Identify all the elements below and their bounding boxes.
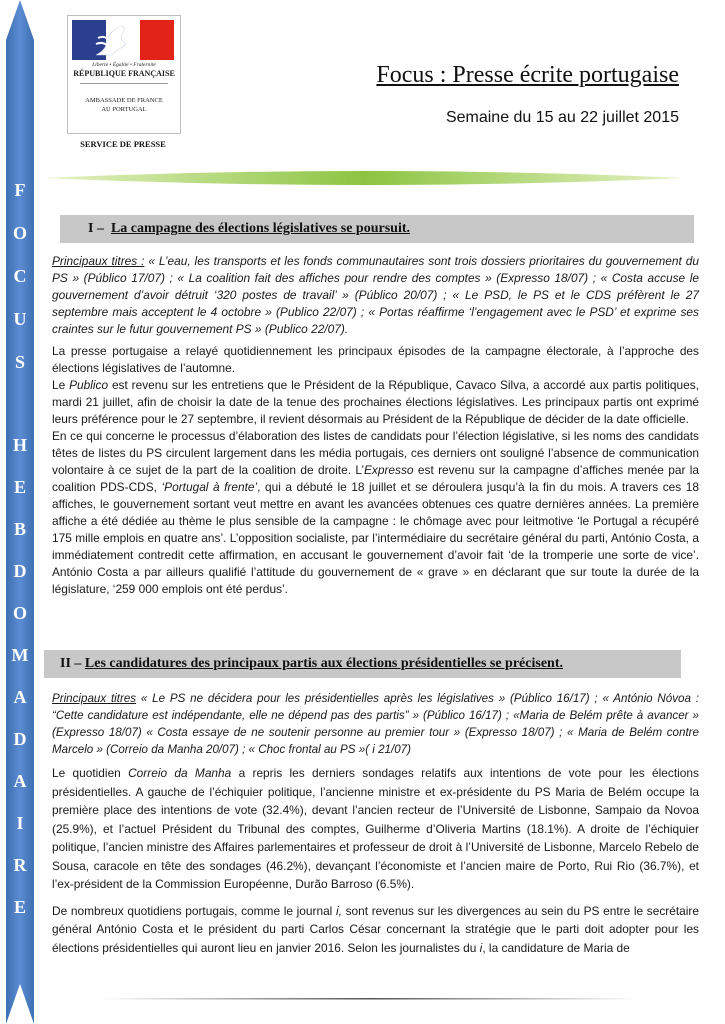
page-subtitle: Semaine du 15 au 22 juillet 2015 — [445, 109, 679, 126]
section-1-body — [52, 343, 699, 598]
footer-divider — [100, 988, 640, 1006]
sidebar-letter: E — [13, 477, 26, 497]
section-2-paragraph: Le quotidien Correio da Manha a repris les derniers sondages relatifs aux intentions de vote pour les élections présidentielles. A gauche de l’échiquier politique, l’ancienne ministre et ex-présidente du PS Maria de Belém occupe la première place des intentions de vote (32.4%), devant l’ancien recteur de l’Université de Lisbonne, Sampaio da Novoa (25.9%), et l’actuel Président du Tribunal des comptes, Guilherme d’Oliveria Martins (18.1%). A droite de l’échiquier politique, l’ancien ministre des Affaires parlementaires et professeur de droit à l’Université de Lisbonne, Marcelo Rebelo de Sousa, caracole en tête des sondages (46.2%), devançant l’économiste et l’ancien maire de Porto, Rui Rio (36.7%), et l’ex-président de la Commission Européenne, Durão Barroso (6.5%). — [52, 766, 699, 891]
section-1-paragraph: Le Publico est revenu sur les entretiens que le Président de la République, Cavaco Silva, a accordé aux partis politiques, mardi 21 juillet, afin de choisir la date de la tenue des prochaines élections législatives. Les principaux partis ont exprimé leurs préférence pour le 27 septembre, il revient désormais au Président de la République de décider de la date officielle. — [52, 378, 700, 426]
sidebar-letter: A — [13, 771, 27, 791]
section-2-title — [60, 656, 563, 672]
green-divider — [44, 168, 684, 193]
section-2-number: II – — [60, 656, 82, 671]
section-2-paragraph: De nombreux quotidiens portugais, comme le journal i, sont revenus sur les divergences au sein du PS entre le secrétaire général António Costa et le président du parti Carlos César concernant la stratégie que le parti doit adopter pour les élections présidentielles qui auront lieu en janvier 2016. Selon les journalistes du i, la candidature de Maria de — [52, 903, 699, 955]
sidebar-letter: B — [13, 519, 26, 539]
sidebar-letter: S — [14, 352, 25, 372]
section-1-headlines — [52, 253, 699, 338]
section-2-heading: Les candidatures des principaux partis aux élections présidentielles se précisent. — [84, 656, 563, 671]
sidebar-letter: U — [13, 309, 27, 329]
french-flag-icon — [72, 20, 174, 60]
logo-embassy-line1: AMBASSADE DE FRANCE — [85, 97, 163, 104]
logo-embassy — [68, 96, 180, 114]
section-2-header — [44, 650, 681, 678]
section-1-lead-text: « L’eau, les transports et les fonds communautaires sont trois dossiers prioritaires du gouvernement du PS » (Público 17/07) ; « La coalition fait des affiches pour rendre des comptes » (Expresso 18/07) ; « Costa accuse le gouvernement d’avoir détruit ‘320 postes de travail’ » (Público 20/07) ; « Le PSD, le PS et le CDS préfèrent le 27 septembre mais acceptent le 4 octobre » (Publico 22/07) ; « Portas réaffirme ‘l’engagement avec le PSD’ et exprime ses craintes sur le futur gouvernement PS » (Publico 22/07). — [52, 254, 699, 336]
section-2-headlines — [52, 690, 699, 758]
sidebar-letter: C — [13, 266, 27, 286]
logo-embassy-line2: AU PORTUGAL — [101, 106, 147, 113]
section-1-lead-label: Principaux titres : — [52, 254, 145, 268]
section-1-number: I – — [88, 221, 104, 236]
service-label: SERVICE DE PRESSE — [80, 139, 166, 149]
section-1-paragraph: La presse portugaise a relayé quotidiennement les principaux épisodes de la campagne électorale, à l’approche des élections législatives de l’automne. — [52, 344, 699, 375]
sidebar-letter: O — [12, 223, 27, 243]
sidebar-letter: M — [11, 645, 29, 665]
section-2-lead-text: « Le PS ne décidera pour les présidentielles après les législatives » (Público 16/17) ; « António Nóvoa : “Cette candidature est indépendante, elle ne dépend pas des partis” » (Público 16/17) ; «Maria de Belém prête à avancer » (Expresso 18/07) « Costa essaye de ne soutenir personne au premier tour » (Expresso 18/07) ; « Maria de Belém contre Marcelo » (Correio da Manha 20/07) ; « Choc frontal au PS »( i 21/07) — [52, 692, 699, 756]
section-1-paragraph: En ce qui concerne le processus d’élaboration des listes de candidats pour l’élection législative, si les noms des candidats têtes de listes du PS circulent largement dans les média portugais, ces derniers ont souligné l’absence de communication volontaire à ce sujet de la part de la coalition de droite. L’Expresso est revenu sur la campagne d’affiches menée par la coalition PDS-CDS, ‘Portugal à frente’, qui a débuté le 18 juillet et se déroulera jusqu’à la fin du mois. A travers ces 18 affiches, le gouvernement sortant veut mettre en avant les avancées obtenues ces quatre dernières années. La première affiche a été dédiée au thème le plus sensible de la campagne : le chômage avec pour leitmotive ‘le Portugal a récupéré 175 mille emplois en quatre ans’. L’opposition socialiste, par l’intermédiaire du secrétaire général du parti, António Costa, a immédiatement contredit cette affirmation, en accusant le gouvernement d’avoir fait ‘de la tromperie une sorte de vice’. António Costa a par ailleurs qualifié l’attitude du gouvernement de « grave » en déclarant que sur toute la durée de la législature, ‘259 000 emplois ont été perdus’. — [52, 429, 700, 596]
section-1-heading: La campagne des élections législatives se poursuit. — [110, 221, 410, 236]
sidebar-letter: D — [13, 561, 27, 581]
sidebar-letter: H — [12, 435, 27, 455]
section-2-lead-label: Principaux titres — [52, 692, 137, 705]
sidebar-letter: F — [14, 180, 26, 200]
sidebar-letter: D — [13, 729, 27, 749]
marianne-icon — [92, 24, 142, 58]
embassy-logo — [67, 15, 181, 134]
section-1-title — [88, 221, 410, 237]
section-1-header — [60, 215, 694, 243]
section-2-body — [52, 764, 699, 957]
sidebar-letter: O — [12, 603, 27, 623]
sidebar-letter: A — [13, 687, 27, 707]
logo-republic: RÉPUBLIQUE FRANÇAISE — [73, 69, 175, 78]
sidebar-letter: I — [16, 813, 24, 833]
logo-divider — [80, 83, 168, 84]
logo-motto: Liberté • Égalité • Fraternité — [92, 62, 156, 68]
page-title: Focus : Presse écrite portugaise — [376, 62, 679, 88]
sidebar-letter: E — [13, 897, 26, 917]
sidebar-letter: R — [13, 855, 27, 875]
